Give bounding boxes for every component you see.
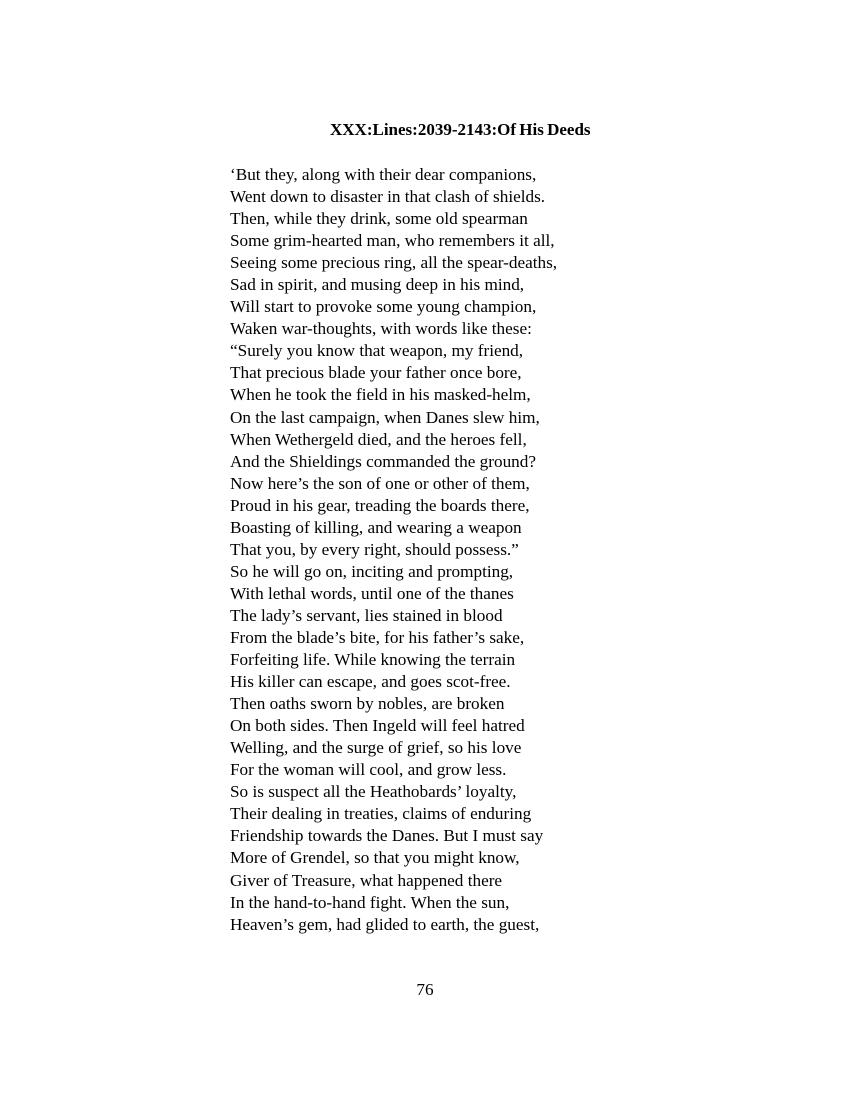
poem-line: Went down to disaster in that clash of shields.	[230, 187, 546, 207]
poem-line: From the blade’s bite, for his father’s sake,	[230, 627, 525, 647]
poem-line: Giver of Treasure, what happened there	[230, 870, 503, 890]
poem-line: Proud in his gear, treading the boards there,	[230, 495, 530, 515]
poem-line: For the woman will cool, and grow less.	[230, 760, 507, 780]
poem-line: Boasting of killing, and wearing a weapon	[230, 517, 522, 537]
poem-line: So he will go on, inciting and prompting,	[230, 561, 514, 581]
poem-line: On the last campaign, when Danes slew him,	[230, 407, 540, 427]
poem-line: His killer can escape, and goes scot-free.	[230, 672, 511, 692]
poem-line: Their dealing in treaties, claims of enduring	[230, 804, 532, 824]
poem-line: With lethal words, until one of the thanes	[230, 583, 514, 603]
poem-line: That you, by every right, should possess.”	[230, 539, 519, 559]
poem-line: And the Shieldings commanded the ground?	[230, 451, 536, 471]
poem-line: That precious blade your father once bore,	[230, 363, 522, 383]
poem-line: In the hand-to-hand fight. When the sun,	[230, 892, 510, 912]
poem-line: When Wethergeld died, and the heroes fell,	[230, 429, 527, 449]
poem-line: Sad in spirit, and musing deep in his mind,	[230, 275, 525, 295]
poem-line: “Surely you know that weapon, my friend,	[230, 341, 524, 361]
poem-line: Then, while they drink, some old spearman	[230, 209, 528, 229]
poem-line: On both sides. Then Ingeld will feel hatred	[230, 716, 525, 736]
poem-line: Seeing some precious ring, all the spear-deaths,	[230, 253, 558, 273]
poem-line: Welling, and the surge of grief, so his love	[230, 738, 522, 758]
page-number: 76	[416, 980, 434, 999]
page-title: XXX:Lines:2039-2143:Of His Deeds	[330, 120, 591, 139]
poem-line: Then oaths sworn by nobles, are broken	[230, 694, 505, 714]
poem-line: When he took the field in his masked-helm,	[230, 385, 531, 405]
poem-line: Forfeiting life. While knowing the terrain	[230, 650, 516, 670]
poem-line: More of Grendel, so that you might know,	[230, 848, 520, 868]
poem-line: Friendship towards the Danes. But I must say	[230, 826, 544, 846]
poem-line: ‘But they, along with their dear companions,	[230, 165, 537, 184]
poem-line: So is suspect all the Heathobards’ loyalty,	[230, 782, 517, 802]
poem-line: Will start to provoke some young champion,	[230, 297, 537, 317]
poem-line: Heaven’s gem, had glided to earth, the guest,	[230, 914, 540, 934]
poem-line: The lady’s servant, lies stained in blood	[230, 605, 503, 625]
poem-line: Now here’s the son of one or other of them,	[230, 473, 530, 493]
poem-line: Some grim-hearted man, who remembers it all,	[230, 231, 555, 251]
poem-text	[230, 164, 750, 936]
poem-line: Waken war-thoughts, with words like these:	[230, 319, 532, 339]
